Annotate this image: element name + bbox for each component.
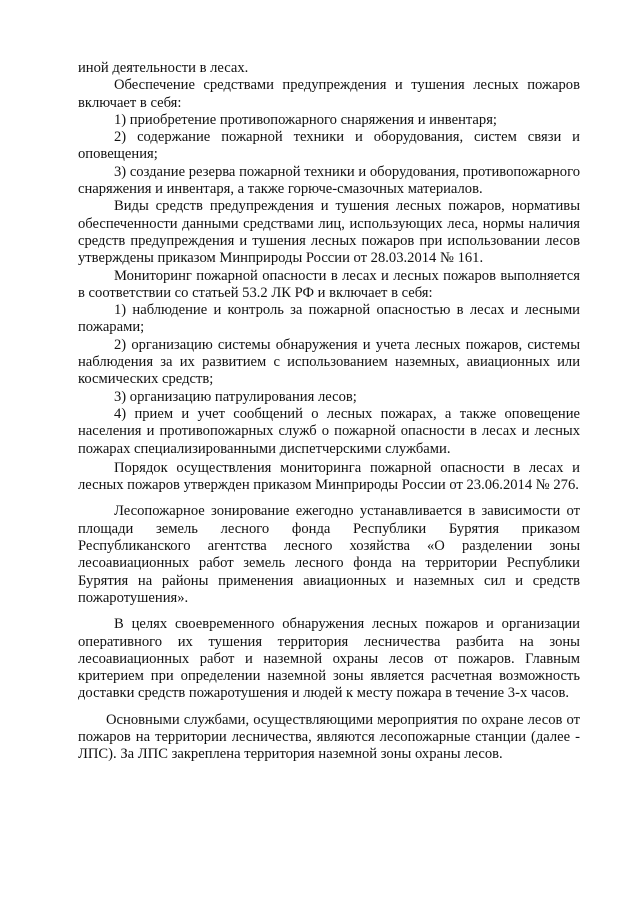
- list-item-2: 2) содержание пожарной техники и оборудования, систем связи и оповещения;: [78, 129, 580, 163]
- monitoring-item-3: 3) организацию патрулирования лесов;: [114, 388, 357, 405]
- monitoring-item-2: 2) организацию системы обнаружения и учета лесных пожаров, системы наблюдения за их развитием с использованием наземных, авиационных или космических средств;: [78, 336, 580, 388]
- paragraph-monitoring-order: Порядок осуществления мониторинга пожарной опасности в лесах и лесных пожаров утвержден приказом Минприроды России от 23.06.2014 № 276.: [78, 459, 580, 494]
- monitoring-item-1: 1) наблюдение и контроль за пожарной опасностью в лесах и лесными пожарами;: [78, 302, 580, 336]
- paragraph-norms: Виды средств предупреждения и тушения лесных пожаров, нормативы обеспеченности данными средствами лиц, использующих леса, нормы наличия средств предупреждения и тушения лесных пожаров при использовании лесов утверждены приказом Минприроды России от 28.03.2014 № 161.: [78, 198, 580, 267]
- document-page: [78, 60, 580, 764]
- paragraph-fire-stations: Основными службами, осуществляющими мероприятия по охране лесов от пожаров на территории лесничества, являются лесопожарные станции (далее - ЛПС). За ЛПС закреплена территория наземной зоны охраны лесов.: [78, 711, 580, 763]
- paragraph-monitoring-intro: Мониторинг пожарной опасности в лесах и лесных пожаров выполняется в соответствии со статьей 53.2 ЛК РФ и включает в себя:: [78, 267, 580, 301]
- list-item-3: 3) создание резерва пожарной техники и оборудования, противопожарного снаряжения и инвентаря, а также горюче-смазочных материалов.: [78, 163, 580, 198]
- list-item-1: 1) приобретение противопожарного снаряжения и инвентаря;: [114, 111, 497, 128]
- paragraph-zones: В целях своевременного обнаружения лесных пожаров и организации оперативного их тушения территория лесничества разбита на зоны лесоавиационных работ и наземной охраны лесов от пожаров. Главным критерием при определении наземной зоны является расчетная возможность доставки средств пожаротушения и людей к месту пожара в течение 3-х часов.: [78, 616, 580, 702]
- paragraph-zoning: Лесопожарное зонирование ежегодно устанавливается в зависимости от площади земель лесного фонда Республики Бурятия приказом Республиканского агентства лесного хозяйства «О разделении зоны лесоавиационных работ земель лесного фонда на территории Республики Бурятия на районы применения авиационных и наземных сил и средств пожаротушения».: [78, 503, 580, 606]
- paragraph-continuation: иной деятельности в лесах.: [78, 60, 249, 76]
- monitoring-item-4: 4) прием и учет сообщений о лесных пожарах, а также оповещение населения и противопожарных служб о пожарной опасности в лесах и лесных пожарах специализированными диспетчерскими службами.: [78, 405, 580, 457]
- paragraph-fire-equipment-intro: Обеспечение средствами предупреждения и тушения лесных пожаров включает в себя:: [78, 77, 580, 111]
